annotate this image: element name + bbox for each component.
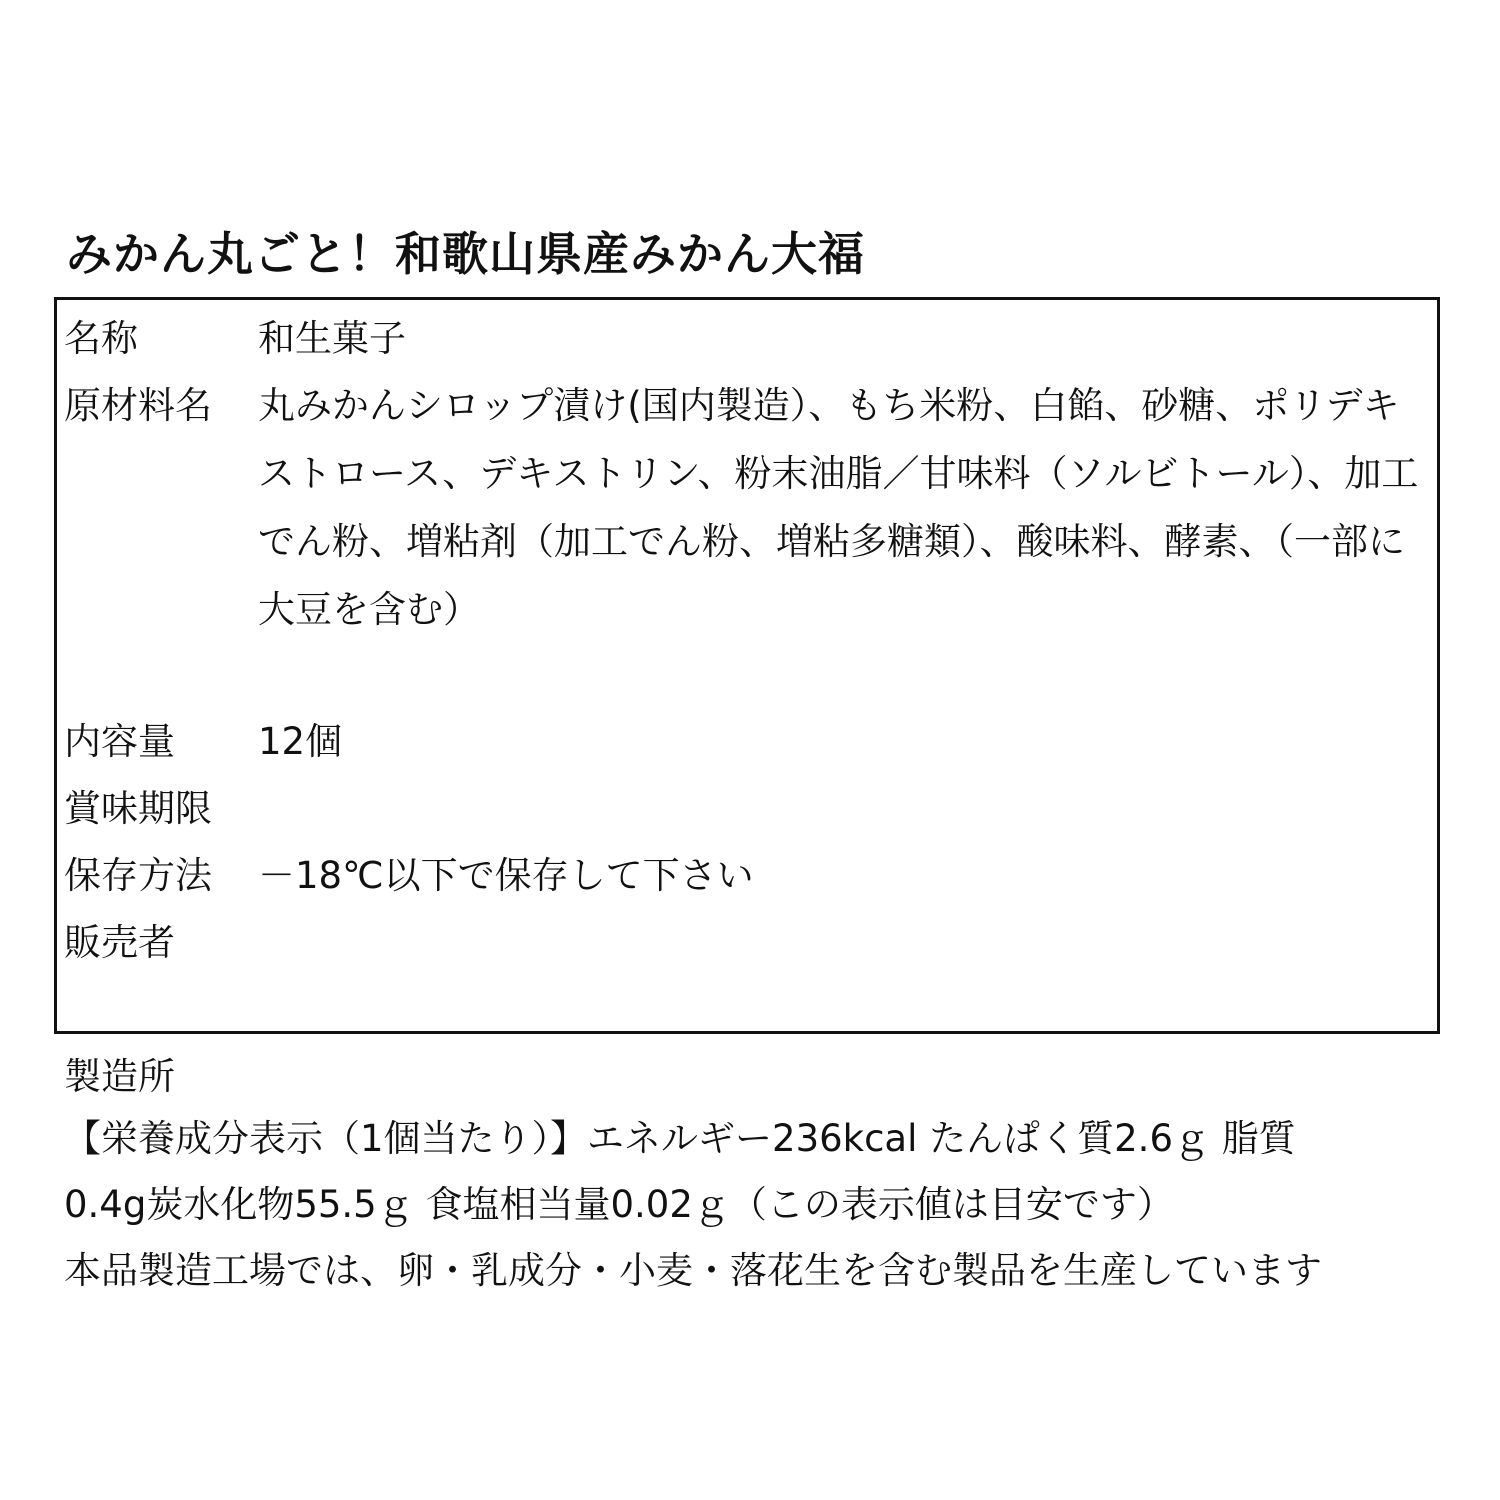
- nutrition-line-1: 【栄養成分表示（1個当たり）】エネルギー236kcal たんぱく質2.6ｇ 脂質: [64, 1117, 1296, 1160]
- nutrition-line-2: 0.4g炭水化物55.5ｇ 食塩相当量0.02ｇ（この表示値は目安です）: [64, 1183, 1174, 1226]
- ingredients-value: 丸みかんシロップ漬け(国内製造）、もち米粉、白餡、砂糖、ポリデキストロース、デキストリン、粉末油脂／甘味料（ソルビトール）、加工でん粉、増粘剤（加工でん粉、増粘多糖類）、酸味料、酵素、（一部に大豆を含む）: [258, 384, 1419, 631]
- quantity-value: 12個: [258, 720, 343, 763]
- quantity-label: 内容量: [64, 720, 175, 763]
- allergen-notice: 本品製造工場では、卵・乳成分・小麦・落花生を含む製品を生産しています: [64, 1249, 1322, 1292]
- storage-value: －18℃以下で保存して下さい: [258, 854, 754, 897]
- name-value: 和生菓子: [258, 317, 406, 360]
- manufacturer-label: 製造所: [64, 1055, 175, 1098]
- ingredients-label: 原材料名: [64, 384, 212, 427]
- product-title: みかん丸ごと！和歌山県産みかん大福: [66, 227, 865, 281]
- best-before-label: 賞味期限: [64, 787, 212, 830]
- seller-label: 販売者: [64, 921, 175, 964]
- name-label: 名称: [64, 317, 138, 360]
- storage-label: 保存方法: [64, 854, 212, 897]
